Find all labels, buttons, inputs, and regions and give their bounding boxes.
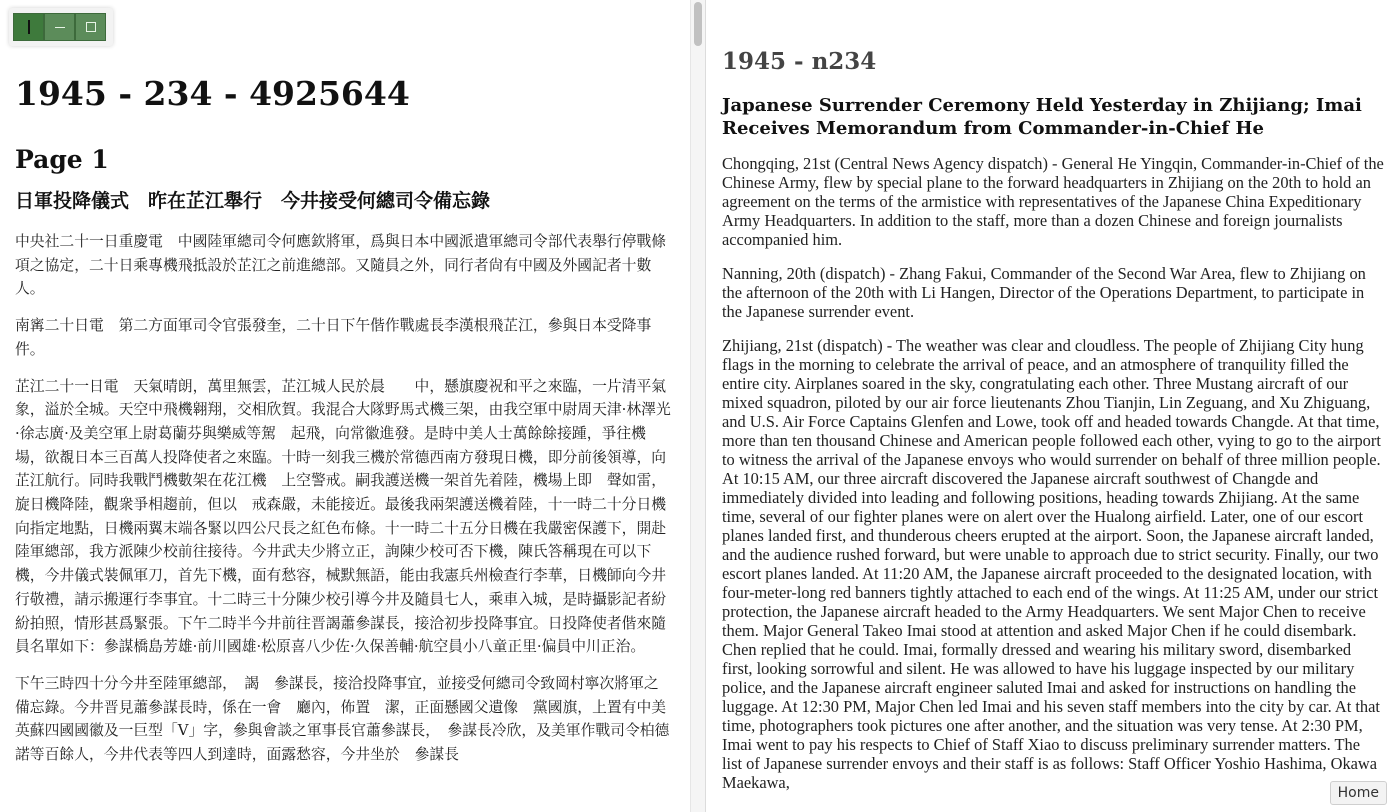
pane-scrollbar[interactable] bbox=[690, 0, 706, 812]
home-button[interactable]: Home bbox=[1330, 781, 1387, 805]
chinese-paragraph: 下午三時四十分今井至陸軍總部， 謁 參謀長，接洽投降事宜，並接受何總司令致岡村寧次將軍之備忘錄。今井晋見蕭參謀長時，係在一會 廳內，佈置 潔，正面懸國父遺像 黨國旗，上置有中美英蘇四國國徽及一巨型「V」字，參與會談之軍事長官蕭參謀長， 參謀長冷欣，及美軍作戰司令柏德諾等百餘人，今井代表等四人到達時，面露愁容，今井坐於 參謀長 bbox=[15, 674, 670, 764]
left-content bbox=[15, 72, 681, 780]
minimize-icon bbox=[55, 27, 65, 28]
document-title: 1945 - 234 - 4925644 bbox=[15, 74, 410, 113]
right-pane-translation[interactable] bbox=[706, 0, 1394, 812]
restore-bar-icon bbox=[28, 20, 30, 34]
maximize-icon bbox=[86, 22, 96, 32]
pane-scrollbar-thumb[interactable] bbox=[694, 2, 702, 46]
chinese-paragraph: 南寗二十日電 第二方面軍司令官張發奎，二十日下午偕作戰處長李漢根飛芷江，參與日本受降事件。 bbox=[15, 317, 652, 358]
chinese-headline: 日軍投降儀式 昨在芷江舉行 今井接受何總司令備忘錄 bbox=[15, 190, 491, 212]
maximize-button[interactable] bbox=[75, 13, 106, 41]
translation-paragraph: Chongqing, 21st (Central News Agency dispatch) - General He Yingqin, Commander-in-Chief of the Chinese Army, flew by special plane to the forward headquarters in Zhijiang on the 20th to hold an agreement on the terms of the armistice with representatives of the Japanese China Expeditionary Army Headquarters. In addition to the staff, more than a dozen Chinese and foreign journalists accompanied him. bbox=[722, 154, 1384, 249]
article-title: Japanese Surrender Ceremony Held Yesterday in Zhijiang; Imai Receives Memorandum from Commander-in-Chief He bbox=[722, 95, 1362, 139]
chinese-paragraph: 芷江二十一日電 天氣晴朗，萬里無雲，芷江城人民於晨 中，懸旗慶祝和平之來臨，一片清平氣象，溢於全城。天空中飛機翱翔，交相欣賀。我混合大隊野馬式機三架，由我空軍中尉周天津·林澤光·徐志廣·及美空軍上尉葛蘭芬與樂威等駕 起飛，向常徽進發。是時中美人士萬餘餘接踵，爭往機場，欲覩日本三百萬人投降使者之來臨。十時一刻我三機於常德西南方發現日機，即分前後領導，向芷江航行。同時我戰鬥機數架在花江機 上空警戒。嗣我護送機一架首先着陸，機場上即 聲如雷，旋日機降陸，觀衆爭相趨前，但以 戒森嚴，未能接近。最後我兩架護送機着陸，十一時二十分日機 向指定地點，日機兩翼末端各緊以四公尺長之紅色布條。十一時二十五分日機在我嚴密保護下，開赴陸軍總部，我方派陳少校前往接待。今井武夫少將立正，詢陳少校可否下機，陳氏答稱現在可以下機，今井儀式裝佩軍刀，首先下機，面有愁容，械默無語，能由我憲兵州檢查行李華，日機師向今井行敬禮，請示搬運行李事宜。十二時三十分陳少校引導今井及隨員七人，乘車入城，是時攝影記者紛紛拍照，情形甚爲緊張。下午二時半今井前往晋謁蕭參謀長，接洽初步投降事宜。日投降使者偕來隨員名單如下：參謀橋島芳雄·前川國雄·松原喜八少佐·久保善輔·航空員小八童正里·偏員中川正治。 bbox=[15, 377, 681, 656]
left-pane-original-text[interactable] bbox=[0, 0, 690, 812]
translation-paragraph: Nanning, 20th (dispatch) - Zhang Fakui, Commander of the Second War Area, flew to Zhijiang on the afternoon of the 20th with Li Hangen, Director of the Operations Department, to participate in the Japanese surrender event. bbox=[722, 264, 1366, 321]
window-controls bbox=[9, 8, 113, 46]
restore-bar-button[interactable] bbox=[13, 13, 44, 41]
right-content bbox=[722, 44, 1384, 807]
page-label: Page 1 bbox=[15, 145, 109, 174]
minimize-button[interactable] bbox=[44, 13, 75, 41]
translation-paragraph: Zhijiang, 21st (dispatch) - The weather was clear and cloudless. The people of Zhijiang City hung flags in the morning to celebrate the arrival of peace, and an atmosphere of tranquility filled the entire city. Airplanes soared in the sky, congratulating each other. Three Mustang aircraft of our mixed squadron, piloted by our air force lieutenants Zhou Tianjin, Lin Zeguang, and Xu Zhiguang, and U.S. Air Force Captains Glenfen and Lowe, took off and headed towards Changde. At that time, more than ten thousand Chinese and American people followed each other, vying to go to the airport to witness the arrival of the Japanese envoys who would surrender on behalf of three million people. At 10:15 AM, our three aircraft discovered the Japanese aircraft southwest of Changde and immediately divided into leading and following positions, heading towards Zhijiang. At the same time, several of our fighter planes were on alert over the Hualong airfield. Later, one of our escort planes landed first, and thunderous cheers erupted at the airport. Soon, the Japanese aircraft landed, and the audience rushed forward, but were unable to approach due to strict security. Finally, our two escort planes landed. At 11:20 AM, the Japanese aircraft proceeded to the designated location, with four-meter-long red banners tightly attached to each end of the wings. At 11:25 AM, under our strict protection, the Japanese aircraft headed to the Army Headquarters. We sent Major Chen to receive them. Major General Takeo Imai stood at attention and asked Major Chen if he could disembark. Chen replied that he could. Imai, formally dressed and wearing his military sword, disembarked first, looking sorrowful and silent. He was allowed to have his luggage inspected by our military police, and the Japanese aircraft engineer saluted Imai and asked for instructions on handling the luggage. At 12:30 PM, Major Chen led Imai and his seven staff members into the city by car. At that time, photographers took pictures one after another, and the situation was very tense. At 2:30 PM, Imai went to pay his respects to Chief of Staff Xiao to discuss preliminary surrender matters. The list of Japanese surrender envoys and their staff is as follows: Staff Officer Yoshio Hashima, Okawa Maekawa, bbox=[722, 336, 1381, 792]
translation-heading: 1945 - n234 bbox=[722, 48, 877, 75]
chinese-paragraph: 中央社二十一日重慶電 中國陸軍總司令何應欽將軍，爲與日本中國派遣軍總司令部代表舉行停戰條項之協定，二十日乘專機飛抵設於芷江之前進總部。又隨員之外，同行者尙有中國及外國記者十數人。 bbox=[15, 233, 667, 298]
